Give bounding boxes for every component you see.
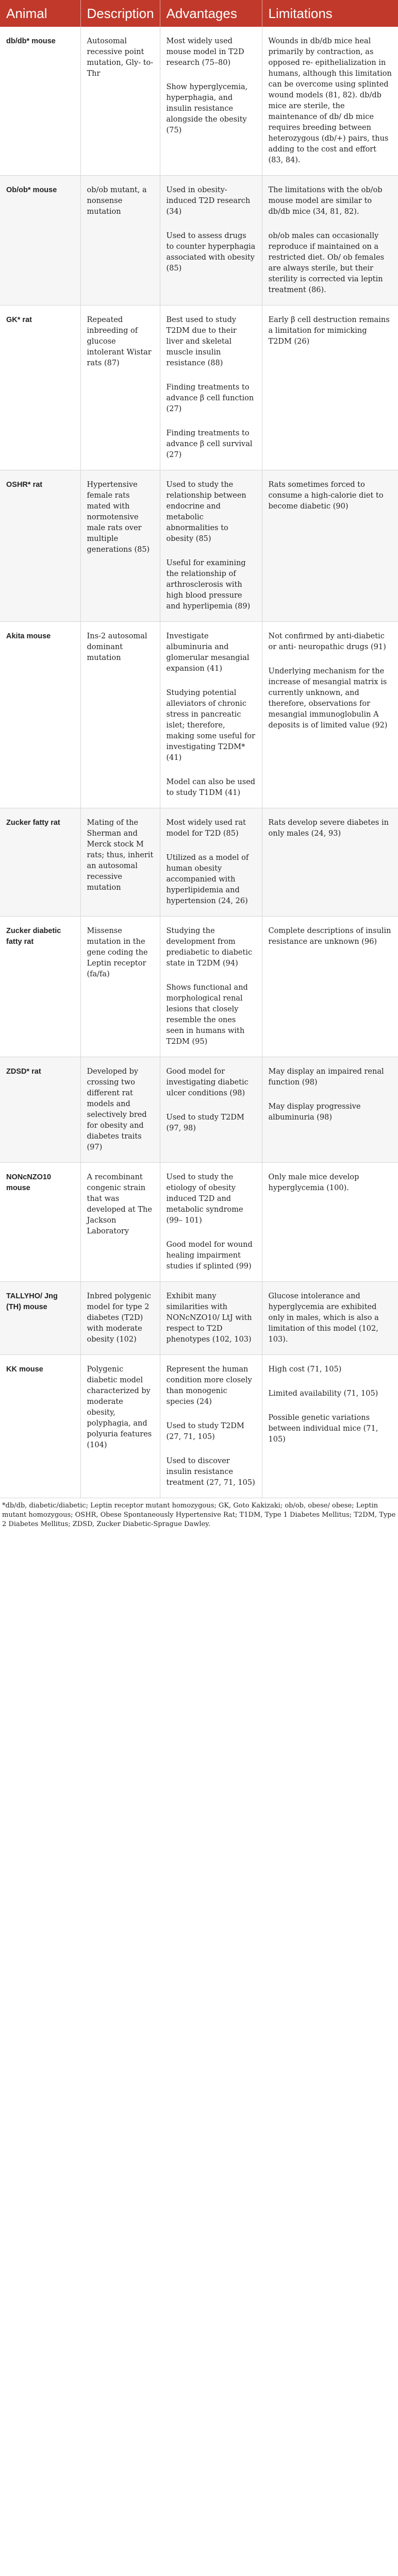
limitations-cell xyxy=(262,1057,398,1163)
animal-name-cell: ZDSD* rat xyxy=(0,1057,80,1163)
animal-name-cell: Akita mouse xyxy=(0,622,80,808)
table-row xyxy=(0,306,398,470)
advantages-cell xyxy=(160,917,262,1057)
limitation-paragraph: Not confirmed by anti-diabetic or anti- neuropathic drugs (91) xyxy=(268,632,386,651)
table-row xyxy=(0,1163,398,1282)
animal-name-cell: KK mouse xyxy=(0,1355,80,1498)
animal-name-cell: TALLYHO/ Jng (TH) mouse xyxy=(0,1282,80,1355)
limitations-cell xyxy=(262,1282,398,1355)
limitation-paragraph: Early β cell destruction remains a limitation for mimicking T2DM (26) xyxy=(268,316,390,346)
advantages-cell xyxy=(160,808,262,917)
table-row xyxy=(0,808,398,917)
description-cell: Hypertensive female rats mated with normotensive male rats over multiple generations (85) xyxy=(80,470,160,622)
limitations-cell xyxy=(262,1355,398,1498)
limitations-cell xyxy=(262,917,398,1057)
description-cell: Autosomal recessive point mutation, Gly- to-Thr xyxy=(80,27,160,176)
limitations-cell xyxy=(262,306,398,470)
advantage-paragraph: Used to study the etiology of obesity induced T2D and metabolic syndrome (99– 101) xyxy=(166,1173,243,1225)
advantage-paragraph: Best used to study T2DM due to their liver and skeletal muscle insulin resistance (88) xyxy=(166,316,237,367)
limitation-paragraph: Glucose intolerance and hyperglycemia are exhibited only in males, which is also a limitation of this model (102, 103). xyxy=(268,1292,379,1344)
limitation-paragraph: High cost (71, 105) xyxy=(268,1365,342,1374)
advantage-paragraph: Good model for wound healing impairment studies if splinted (99) xyxy=(166,1241,253,1270)
advantage-paragraph: Most widely used mouse model in T2D research (75–80) xyxy=(166,37,244,67)
table-row xyxy=(0,176,398,306)
limitation-paragraph: Wounds in db/db mice heal primarily by contraction, as opposed re- epithelialization in humans, although this limitation can be overcome using splinted wound models (81, 82). db/db mice are sterile, the maintenance of db/ db mice requires breeding between heterozygous (db/+) pairs, thus adding to the cost and effort (83, 84). xyxy=(268,37,392,164)
table-row xyxy=(0,1355,398,1498)
table-row xyxy=(0,470,398,622)
advantage-paragraph: Most widely used rat model for T2D (85) xyxy=(166,819,246,838)
advantage-paragraph: Finding treatments to advance β cell function (27) xyxy=(166,383,254,413)
animal-name-cell: GK* rat xyxy=(0,306,80,470)
column-header-animal: Animal xyxy=(0,0,80,27)
advantages-cell xyxy=(160,306,262,470)
advantage-paragraph: Show hyperglycemia, hyperphagia, and insulin resistance alongside the obesity (75) xyxy=(166,83,248,134)
limitation-paragraph: May display an impaired renal function (98) xyxy=(268,1067,384,1087)
description-cell: Repeated inbreeding of glucose intolerant Wistar rats (87) xyxy=(80,306,160,470)
table-row xyxy=(0,1057,398,1163)
limitation-paragraph: Complete descriptions of insulin resistance are unknown (96) xyxy=(268,927,391,946)
limitation-paragraph: Only male mice develop hyperglycemia (100). xyxy=(268,1173,359,1192)
advantage-paragraph: Investigate albuminuria and glomerular mesangial expansion (41) xyxy=(166,632,250,673)
limitations-cell xyxy=(262,27,398,176)
table-row xyxy=(0,917,398,1057)
advantage-paragraph: Used to discover insulin resistance treatment (27, 71, 105) xyxy=(166,1457,255,1487)
limitation-paragraph: Limited availability (71, 105) xyxy=(268,1389,378,1398)
advantage-paragraph: Studying potential alleviators of chronic stress in pancreatic islet; therefore, making some useful for investigating T2DM* (41) xyxy=(166,689,255,762)
column-header-description: Description xyxy=(80,0,160,27)
limitation-paragraph: May display progressive albuminuria (98) xyxy=(268,1103,361,1122)
header-row xyxy=(0,0,398,27)
table-row xyxy=(0,1282,398,1355)
description-cell: Mating of the Sherman and Merck stock M rats; thus, inherit an autosomal recessive mutation xyxy=(80,808,160,917)
animal-name-cell: Ob/ob* mouse xyxy=(0,176,80,306)
limitations-cell xyxy=(262,622,398,808)
limitations-cell xyxy=(262,176,398,306)
table-footnote: *db/db, diabetic/diabetic; Leptin receptor mutant homozygous; GK, Goto Kakizaki; ob/ob, obese/ obese; Leptin mutant homozygous; OSHR, Obese Spontaneously Hypertensive Rat; T1DM, Type 1 Diabetes Mellitus; T2DM, Type 2 Diabetes Mellitus; ZDSD, Zucker Diabetic-Sprague Dawley. xyxy=(2,1502,396,1528)
advantages-cell xyxy=(160,176,262,306)
table-row xyxy=(0,622,398,808)
limitation-paragraph: Possible genetic variations between individual mice (71, 105) xyxy=(268,1414,378,1444)
advantage-paragraph: Represent the human condition more closely than monogenic species (24) xyxy=(166,1365,252,1406)
advantages-cell xyxy=(160,1282,262,1355)
advantage-paragraph: Used to study the relationship between endocrine and metabolic abnormalities to obesity (85) xyxy=(166,481,246,543)
advantages-cell xyxy=(160,622,262,808)
table-row xyxy=(0,27,398,176)
table-header xyxy=(0,0,398,27)
table-body xyxy=(0,27,398,1498)
advantage-paragraph: Used in obesity-induced T2D research (34) xyxy=(166,186,251,216)
column-header-limitations: Limitations xyxy=(262,0,398,27)
limitation-paragraph: The limitations with the ob/ob mouse model are similar to db/db mice (34, 81, 82). xyxy=(268,186,383,216)
advantage-paragraph: Model can also be used to study T1DM (41) xyxy=(166,778,256,797)
advantage-paragraph: Used to study T2DM (97, 98) xyxy=(166,1113,244,1132)
column-header-advantages: Advantages xyxy=(160,0,262,27)
advantages-cell xyxy=(160,27,262,176)
animal-name-cell: Zucker fatty rat xyxy=(0,808,80,917)
advantage-paragraph: Used to assess drugs to counter hyperphagia associated with obesity (85) xyxy=(166,232,256,273)
limitations-cell xyxy=(262,1163,398,1282)
description-cell: Developed by crossing two different rat models and selectively bred for obesity and diabetes traits (97) xyxy=(80,1057,160,1163)
animal-name-cell: db/db* mouse xyxy=(0,27,80,176)
limitation-paragraph: Rats sometimes forced to consume a high-calorie diet to become diabetic (90) xyxy=(268,481,384,511)
limitation-paragraph: Rats develop severe diabetes in only males (24, 93) xyxy=(268,819,389,838)
advantages-cell xyxy=(160,470,262,622)
advantage-paragraph: Utilized as a model of human obesity accompanied with hyperlipidemia and hypertension (24, 26) xyxy=(166,854,249,905)
limitations-cell xyxy=(262,470,398,622)
advantage-paragraph: Shows functional and morphological renal lesions that closely resemble the ones seen in humans with T2DM (95) xyxy=(166,984,248,1046)
animal-name-cell: OSHR* rat xyxy=(0,470,80,622)
animal-name-cell: Zucker diabetic fatty rat xyxy=(0,917,80,1057)
advantage-paragraph: Used to study T2DM (27, 71, 105) xyxy=(166,1422,244,1441)
advantage-paragraph: Studying the development from prediabetic to diabetic state in T2DM (94) xyxy=(166,927,253,968)
advantage-paragraph: Exhibit many similarities with NONcNZO10/ LtJ with respect to T2D phenotypes (102, 103) xyxy=(166,1292,252,1344)
advantage-paragraph: Useful for examining the relationship of arthrosclerosis with high blood pressure and hyperlipemia (89) xyxy=(166,559,251,611)
description-cell: Inbred polygenic model for type 2 diabetes (T2D) with moderate obesity (102) xyxy=(80,1282,160,1355)
description-cell: A recombinant congenic strain that was developed at The Jackson Laboratory xyxy=(80,1163,160,1282)
advantages-cell xyxy=(160,1057,262,1163)
advantages-cell xyxy=(160,1355,262,1498)
description-cell: Ins-2 autosomal dominant mutation xyxy=(80,622,160,808)
limitation-paragraph: Underlying mechanism for the increase of mesangial matrix is currently unknown, and therefore, observations for mesangial immunoglobulin A deposits is of limited value (92) xyxy=(268,667,388,730)
description-cell: Missense mutation in the gene coding the Leptin receptor (fa/fa) xyxy=(80,917,160,1057)
description-cell: Polygenic diabetic model characterized by moderate obesity, polyphagia, and polyuria features (104) xyxy=(80,1355,160,1498)
animal-name-cell: NONcNZO10 mouse xyxy=(0,1163,80,1282)
limitation-paragraph: ob/ob males can occasionally reproduce if maintained on a restricted diet. Ob/ ob females are always sterile, but their sterility is corrected via leptin treatment (86). xyxy=(268,232,385,294)
advantages-cell xyxy=(160,1163,262,1282)
advantage-paragraph: Good model for investigating diabetic ulcer conditions (98) xyxy=(166,1067,248,1097)
description-cell: ob/ob mutant, a nonsense mutation xyxy=(80,176,160,306)
limitations-cell xyxy=(262,808,398,917)
advantage-paragraph: Finding treatments to advance β cell survival (27) xyxy=(166,429,253,459)
